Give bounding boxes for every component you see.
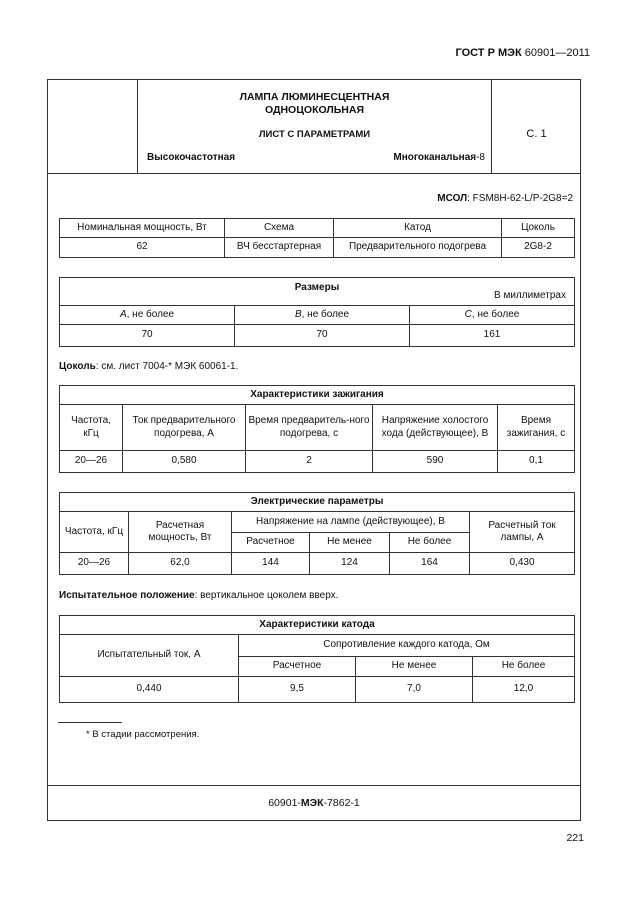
lamp-title [138, 91, 491, 117]
dim-a-text: , не более [126, 308, 175, 320]
ignition-value-voltage: 590 [373, 451, 498, 473]
electrical-header-current: Расчетный ток лампы, А [470, 512, 575, 553]
cathode-header-current: Испытательный ток, А [60, 635, 239, 677]
cathode-sub-nominal: Расчетное [239, 657, 356, 677]
value-scheme: ВЧ бесстартерная [225, 238, 334, 258]
sheet-title: ЛИСТ С ПАРАМЕТРАМИ [258, 129, 371, 140]
dimensions-title-cell [60, 278, 575, 306]
dim-c-letter: C [464, 308, 472, 320]
dimensions-title: Размеры [294, 282, 340, 293]
electrical-sub-nominal: Расчетное [232, 533, 310, 553]
electrical-table [59, 492, 575, 575]
footnote-rule [58, 722, 122, 723]
ignition-header-time: Время предваритель-ного подогрева, с [246, 405, 373, 451]
electrical-value-min: 124 [310, 553, 390, 575]
electrical-value-power: 62,0 [129, 553, 232, 575]
lamp-title-line2: ОДНОЦОКОЛЬНАЯ [264, 104, 365, 116]
ignition-value-current: 0,580 [123, 451, 246, 473]
value-base: 2G8-2 [502, 238, 575, 258]
electrical-sub-min: Не менее [310, 533, 390, 553]
electrical-header-voltage: Напряжение на лампе (действующее), В [232, 512, 470, 533]
electrical-title: Электрические параметры [60, 493, 575, 512]
dim-c-value: 161 [410, 325, 575, 347]
sheet-page: С. 1 [526, 128, 547, 140]
sheet-code-prefix: 60901- [268, 797, 301, 809]
dim-b-text: , не более [301, 308, 350, 320]
dim-a-value: 70 [60, 325, 235, 347]
electrical-value-nominal: 144 [232, 553, 310, 575]
ignition-header-voltage: Напряжение холостого хода (действующее), В [373, 405, 498, 451]
sheet-code [47, 797, 581, 809]
sheet-code-bold: МЭК [300, 797, 324, 809]
cathode-table [59, 615, 575, 703]
lamp-title-line1: ЛАМПА ЛЮМИНЕСЦЕНТНАЯ [239, 91, 390, 103]
main-params-table [59, 218, 575, 258]
base-note-text: : см. лист 7004-* МЭК 60061-1. [95, 361, 239, 372]
msol-label: МСОЛ [437, 193, 468, 204]
test-position [59, 590, 338, 601]
ignition-value-freq: 20—26 [60, 451, 123, 473]
ignition-header-start: Время зажигания, с [498, 405, 575, 451]
test-position-text: : вертикальное цоколем вверх. [194, 590, 339, 601]
header-cathode: Катод [334, 219, 502, 238]
lamp-type-left: Высокочастотная [147, 152, 236, 163]
electrical-value-freq: 20—26 [60, 553, 129, 575]
ignition-value-start: 0,1 [498, 451, 575, 473]
dim-c-header [410, 306, 575, 325]
cathode-value-nominal: 9,5 [239, 677, 356, 703]
ignition-title: Характеристики зажигания [60, 386, 575, 405]
standard-prefix: ГОСТ Р МЭК [455, 47, 522, 59]
electrical-header-power: Расчетная мощность, Вт [129, 512, 232, 553]
lamp-type-right-suffix: -8 [476, 152, 485, 163]
sheet-code-suffix: -7862-1 [323, 797, 360, 809]
header-base: Цоколь [502, 219, 575, 238]
standard-number: 60901—2011 [524, 47, 590, 59]
electrical-value-current: 0,430 [470, 553, 575, 575]
dimensions-table [59, 277, 575, 347]
cathode-header-resistance: Сопротивление каждого катода, Ом [239, 635, 575, 657]
ignition-value-time: 2 [246, 451, 373, 473]
footer-line [47, 785, 581, 786]
dim-c-text: , не более [471, 308, 520, 320]
page-number: 221 [566, 832, 584, 844]
dim-b-letter: B [294, 308, 302, 320]
cathode-sub-min: Не менее [356, 657, 473, 677]
cathode-title: Характеристики катода [60, 616, 575, 635]
cathode-sub-max: Не более [473, 657, 575, 677]
header-bottom-line [47, 173, 581, 174]
standard-designation [455, 47, 590, 59]
ignition-header-freq: Частота, кГц [60, 405, 123, 451]
test-position-label: Испытательное положение [59, 590, 195, 601]
ignition-table [59, 385, 575, 473]
value-power: 62 [60, 238, 225, 258]
cathode-value-current: 0,440 [60, 677, 239, 703]
dim-a-letter: A [119, 308, 127, 320]
dim-a-header [60, 306, 235, 325]
cathode-value-min: 7,0 [356, 677, 473, 703]
footnote: * В стадии рассмотрения. [86, 729, 200, 740]
dim-b-header [235, 306, 410, 325]
lamp-type-right-name: Многоканальная [393, 152, 477, 163]
base-note-label: Цоколь [59, 361, 96, 372]
value-cathode: Предварительного подогрева [334, 238, 502, 258]
lamp-type-right [393, 152, 485, 163]
electrical-value-max: 164 [390, 553, 470, 575]
header-divider-right [491, 79, 492, 173]
base-note [59, 361, 238, 372]
header-scheme: Схема [225, 219, 334, 238]
electrical-sub-max: Не более [390, 533, 470, 553]
msol-value: : FSM8H-62-L/P-2G8=2 [467, 193, 573, 204]
dimensions-units: В миллиметрах [494, 290, 566, 301]
cathode-value-max: 12,0 [473, 677, 575, 703]
header-power: Номинальная мощность, Вт [60, 219, 225, 238]
electrical-header-freq: Частота, кГц [60, 512, 129, 553]
dim-b-value: 70 [235, 325, 410, 347]
ignition-header-current: Ток предварительного подогрева, А [123, 405, 246, 451]
msol-code [437, 193, 573, 204]
